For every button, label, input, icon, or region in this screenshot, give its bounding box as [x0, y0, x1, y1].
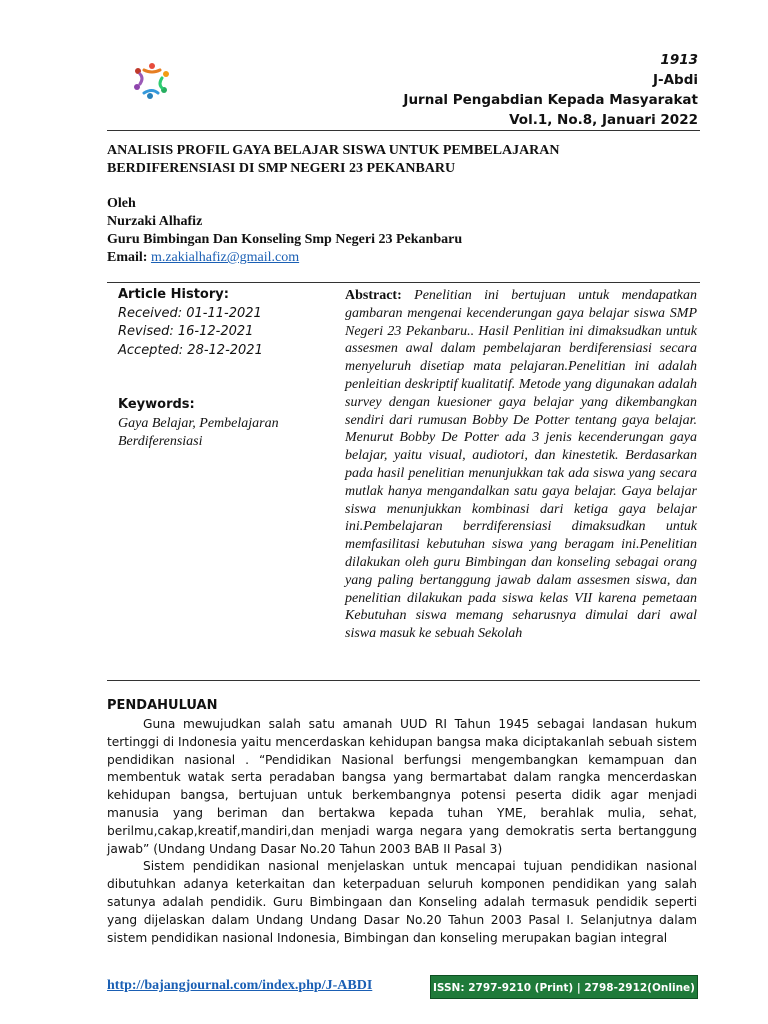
intro-paragraph-1: Guna mewujudkan salah satu amanah UUD RI Tahun 1945 sebagai landasan hukum tertinggi di Indonesia yaitu mencerdaskan kehidupan bangsa maka diciptakanlah sebuah sistem pendidikan nasional . “Pendidikan Nasional berfungsi mengembangkan kemampuan dan membentuk watak serta peradaban bangsa yang bermartabat dalam rangka mencerdaskan kehidupan bangsa, bertujuan untuk berkembangnya potensi peserta didik agar menjadi manusia yang beriman dan bertakwa kepada tuhan YME, berahlak mulia, sehat, berilmu,cakap,kreatif,mandiri,dan menjadi warga negara yang demokratis serta bertanggung jawab” (Undang Undang Dasar No.20 Tahun 2003 BAB II Pasal 3): [107, 717, 697, 856]
author-email-line: [107, 249, 462, 267]
intro-body: [107, 716, 697, 947]
history-heading: Article History:: [118, 287, 229, 302]
keywords-value: Gaya Belajar, Pembelajaran Berdiferensiasi: [118, 415, 279, 449]
intro-heading: PENDAHULUAN: [107, 698, 218, 713]
accepted-date: Accepted: 28-12-2021: [118, 342, 263, 358]
author-name: Nurzaki Alhafiz: [107, 214, 203, 229]
revised-date: Revised: 16-12-2021: [118, 324, 254, 339]
email-label: Email:: [107, 250, 151, 265]
abstract-text: Penelitian ini bertujuan untuk mendapatkan gambaran mengenai kecenderungan gaya belajar siswa SMP Negeri 23 Pekanbaru.. Hasil Penlitian ini dimaksudkan untuk assesmen awal dalam pembelajaran berdiferensiasi secara menyeluruh disetiap mata pelajaran.Penelitian ini adalah penleitian deskriptif kualitatif. Metode yang digunakan adalah survey dengan kuesioner gaya belajar yang dikembangkan sendiri dari rumusan Bobby De Potter tentang gaya belajar. Menurut Bobby De Potter ada 3 jenis kecenderungan gaya belajar, yaitu visual, audiotori, dan kinestetik. Berdasarkan pada hasil penelitian menunjukkan tak ada siswa yang secara mutlak hanya mengandalkan satu gaya belajar. Gaya belajar siswa menunjukkan kombinasi dari ketiga gaya belajar ini.Pembelajaran berrdiferensiasi dimaksudkan untuk memfasilitasi kebutuhan siswa yang beragam ini.Penelitian dilakukan oleh guru Bimbingan dan konseling sebagai orang yang paling bertanggung jawab dalam assesmen siswa, dan penelitian dilakukan pada siswa kelas VII karena pemetaan Kebutuhan siswa memang seharusnya dimulai dari awal siswa masuk ke sebuah Sekolah: [345, 288, 697, 642]
received-date: Received: 01-11-2021: [118, 305, 262, 321]
journal-short-name: J-Abdi: [652, 72, 698, 88]
intro-paragraph-2: Sistem pendidikan nasional menjelaskan untuk mencapai tujuan pendidikan nasional dibutuhkan adanya keterkaitan dan keterpaduan seluruh komponen pendidikan yang salah satunya adalah pendidik. Guru Bimbingaan dan Konseling adalah termasuk pendidik seperti yang dijelaskan dalam Undang Undang Dasar No.20 Tahun 2003 Pasal I. Selanjutnya dalam sistem pendidikan nasional Indonesia, Bimbingan dan konseling merupakan bagian integral: [107, 859, 697, 945]
journal-logo: [130, 60, 174, 100]
article-history: [118, 286, 263, 360]
abstract-block: [345, 287, 697, 643]
keywords-block: [118, 396, 318, 452]
journal-full-name: Jurnal Pengabdian Kepada Masyarakat: [403, 92, 698, 108]
author-block: [107, 195, 462, 267]
paper-title: ANALISIS PROFIL GAYA BELAJAR SISWA UNTUK PEMBELAJARAN BERDIFERENSIASI DI SMP NEGERI 23 PEKANBARU: [107, 143, 560, 176]
page-number: 1913: [660, 52, 698, 68]
journal-url-link[interactable]: http://bajangjournal.com/index.php/J-ABDI: [107, 978, 373, 993]
issn-badge: ISSN: 2797-9210 (Print) | 2798-2912(Online): [430, 975, 698, 999]
author-by: Oleh: [107, 196, 136, 211]
header-divider: [107, 130, 700, 131]
footer-url: [107, 978, 372, 994]
author-email-link[interactable]: m.zakialhafiz@gmail.com: [150, 250, 300, 265]
keywords-heading: Keywords:: [118, 397, 195, 412]
abstract-bottom-divider: [107, 680, 700, 681]
author-affiliation: Guru Bimbingan Dan Konseling Smp Negeri 23 Pekanbaru: [107, 232, 463, 247]
abstract-top-divider: [107, 282, 700, 283]
abstract-label: Abstract:: [345, 288, 402, 303]
journal-volume: Vol.1, No.8, Januari 2022: [509, 112, 698, 128]
journal-header: [403, 50, 698, 130]
